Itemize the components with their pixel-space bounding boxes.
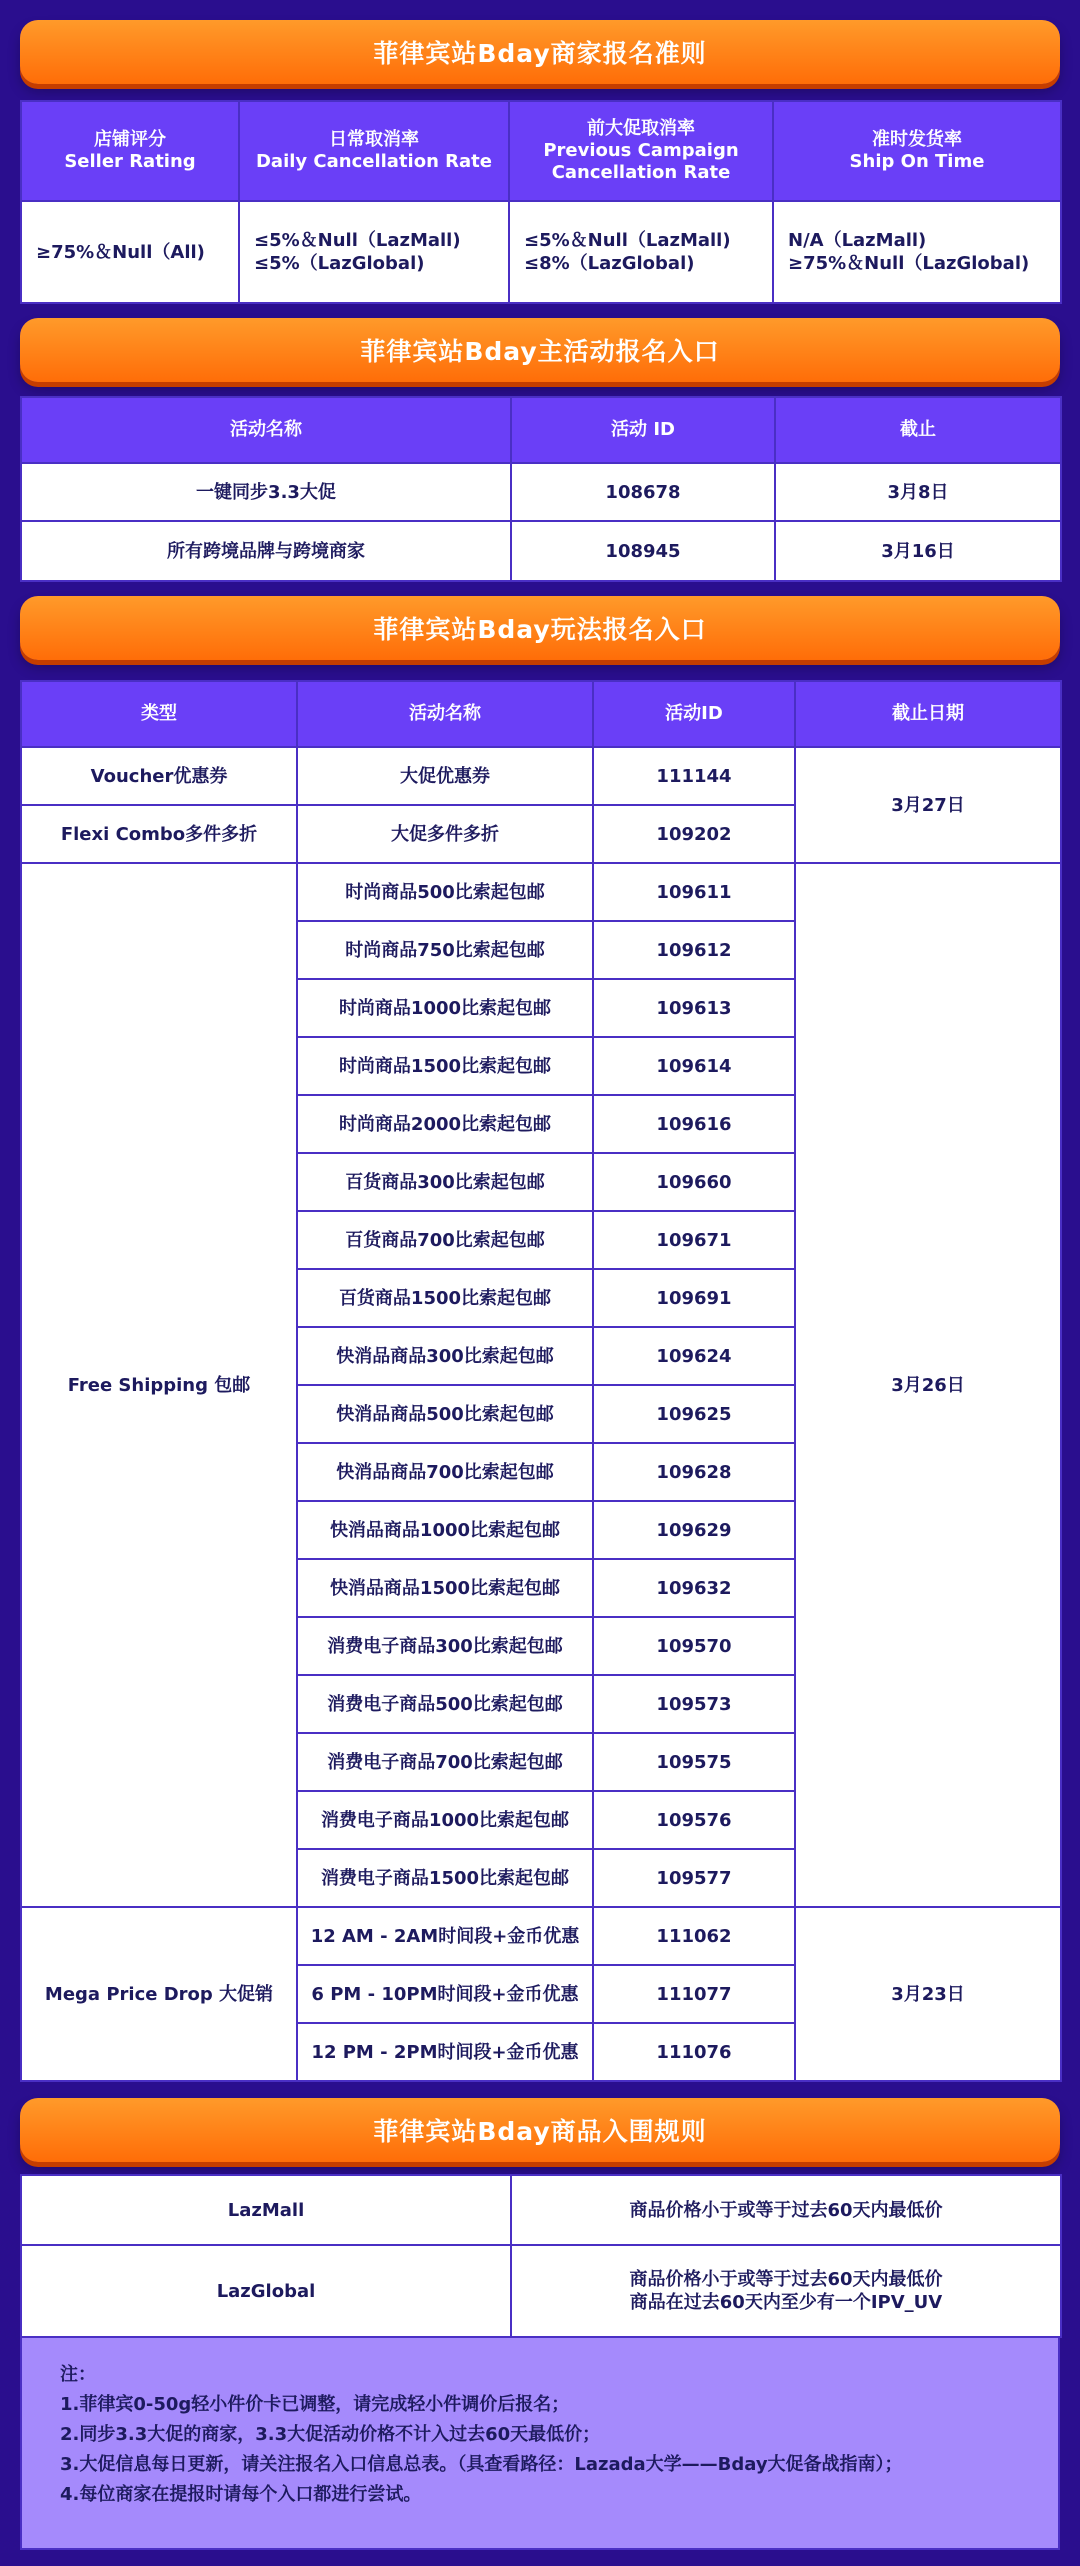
activity-id: 111144 (593, 747, 795, 805)
section-title-main-campaign: 菲律宾站Bday主活动报名入口 (20, 318, 1060, 382)
activity-id: 109614 (593, 1037, 795, 1095)
header-line: Previous Campaign (543, 140, 739, 161)
activity-id: 109575 (593, 1733, 795, 1791)
activity-id: 111077 (593, 1965, 795, 2023)
table-row (21, 747, 1061, 805)
main-campaign-header-row (21, 397, 1061, 463)
activity-type: Voucher优惠券 (21, 747, 297, 805)
seller-rules-header-row (21, 101, 1061, 201)
activity-id: 111076 (593, 2023, 795, 2081)
gameplay-table (20, 680, 1062, 2082)
activity-name: 时尚商品2000比索起包邮 (297, 1095, 593, 1153)
seller-rules-value-row (21, 201, 1061, 303)
activity-name: 百货商品700比索起包邮 (297, 1211, 593, 1269)
activity-deadline: 3月26日 (795, 863, 1061, 1907)
header-line: Daily Cancellation Rate (255, 151, 492, 172)
activity-name: 时尚商品1500比索起包邮 (297, 1037, 593, 1095)
activity-name: 快消品商品500比索起包邮 (297, 1385, 593, 1443)
product-rule-value (511, 2175, 1061, 2245)
activity-name: 时尚商品750比索起包邮 (297, 921, 593, 979)
campaign-name: 一键同步3.3大促 (21, 463, 511, 521)
value-line: ≤5%（LazGlobal) (254, 253, 425, 274)
activity-name: 时尚商品500比索起包邮 (297, 863, 593, 921)
activity-name: 时尚商品1000比索起包邮 (297, 979, 593, 1037)
header-line: 前大促取消率 (587, 118, 695, 139)
activity-id: 109629 (593, 1501, 795, 1559)
note-line: 3.大促信息每日更新，请关注报名入口信息总表。（具查看路径：Lazada大学——Bday大促备战指南）； (60, 2454, 903, 2475)
activity-id: 109611 (593, 863, 795, 921)
product-rule-value (511, 2245, 1061, 2337)
activity-type: Free Shipping 包邮 (21, 863, 297, 1907)
activity-id: 109625 (593, 1385, 795, 1443)
activity-name: 消费电子商品1000比索起包邮 (297, 1791, 593, 1849)
table-row (21, 463, 1061, 521)
campaign-name: 所有跨境品牌与跨境商家 (21, 521, 511, 581)
activity-id: 109202 (593, 805, 795, 863)
section-title-seller-rules: 菲律宾站Bday商家报名准则 (20, 20, 1060, 84)
activity-id: 109616 (593, 1095, 795, 1153)
activity-id: 109612 (593, 921, 795, 979)
value-daily-cancellation-rate (239, 201, 509, 303)
header-line: Cancellation Rate (551, 162, 731, 183)
activity-id: 109576 (593, 1791, 795, 1849)
activity-id: 111062 (593, 1907, 795, 1965)
product-rule-label: LazGlobal (21, 2245, 511, 2337)
activity-id: 109660 (593, 1153, 795, 1211)
activity-name: 12 PM - 2PM时间段+金币优惠 (297, 2023, 593, 2081)
activity-name: 快消品商品700比索起包邮 (297, 1443, 593, 1501)
rule-line: 商品价格小于或等于过去60天内最低价 (629, 2269, 943, 2290)
activity-name: 消费电子商品300比索起包邮 (297, 1617, 593, 1675)
header-campaign-name: 活动名称 (21, 397, 511, 463)
activity-name: 百货商品1500比索起包邮 (297, 1269, 593, 1327)
campaign-id: 108678 (511, 463, 775, 521)
header-activity-name: 活动名称 (297, 681, 593, 747)
header-deadline: 截止 (775, 397, 1061, 463)
campaign-deadline: 3月16日 (775, 521, 1061, 581)
value-line: ≤5%＆Null（LazMall) (254, 230, 461, 251)
notes-box (20, 2336, 1060, 2550)
value-line: ≥75%＆Null（LazGlobal) (788, 253, 1030, 274)
header-line: 日常取消率 (329, 129, 419, 150)
note-line: 4.每位商家在提报时请每个入口都进行尝试。 (60, 2484, 422, 2505)
activity-deadline: 3月27日 (795, 747, 1061, 863)
header-deadline-date: 截止日期 (795, 681, 1061, 747)
header-line: 店铺评分 (94, 129, 166, 150)
activity-name: 大促多件多折 (297, 805, 593, 863)
main-campaign-table (20, 396, 1062, 582)
value-previous-campaign-cancellation-rate (509, 201, 773, 303)
activity-id: 109671 (593, 1211, 795, 1269)
activity-id: 109577 (593, 1849, 795, 1907)
gameplay-header-row (21, 681, 1061, 747)
value-line: ≤8%（LazGlobal) (524, 253, 695, 274)
activity-id: 109570 (593, 1617, 795, 1675)
value-seller-rating (21, 201, 239, 303)
campaign-deadline: 3月8日 (775, 463, 1061, 521)
notes-heading: 注： (60, 2364, 96, 2385)
value-line: N/A（LazMall) (788, 230, 927, 251)
table-row (21, 863, 1061, 921)
activity-name: 大促优惠券 (297, 747, 593, 805)
header-previous-campaign-cancellation-rate (509, 101, 773, 201)
table-row (21, 1907, 1061, 1965)
product-rules-table (20, 2174, 1062, 2338)
header-seller-rating (21, 101, 239, 201)
rule-line: 商品价格小于或等于过去60天内最低价 (629, 2199, 943, 2221)
header-activity-id: 活动ID (593, 681, 795, 747)
activity-name: 快消品商品300比索起包邮 (297, 1327, 593, 1385)
activity-name: 快消品商品1500比索起包邮 (297, 1559, 593, 1617)
activity-id: 109624 (593, 1327, 795, 1385)
campaign-id: 108945 (511, 521, 775, 581)
activity-name: 消费电子商品1500比索起包邮 (297, 1849, 593, 1907)
activity-deadline: 3月23日 (795, 1907, 1061, 2081)
activity-type: Mega Price Drop 大促销 (21, 1907, 297, 2081)
header-line: Seller Rating (64, 151, 196, 172)
activity-id: 109613 (593, 979, 795, 1037)
header-daily-cancellation-rate (239, 101, 509, 201)
table-row (21, 2175, 1061, 2245)
activity-id: 109573 (593, 1675, 795, 1733)
value-line: ≥75%＆Null（All) (36, 241, 205, 263)
activity-id: 109628 (593, 1443, 795, 1501)
activity-name: 消费电子商品700比索起包邮 (297, 1733, 593, 1791)
activity-name: 6 PM - 10PM时间段+金币优惠 (297, 1965, 593, 2023)
activity-name: 12 AM - 2AM时间段+金币优惠 (297, 1907, 593, 1965)
seller-rules-table (20, 100, 1062, 304)
activity-id: 109632 (593, 1559, 795, 1617)
note-line: 1.菲律宾0-50g轻小件价卡已调整，请完成轻小件调价后报名； (60, 2394, 570, 2415)
activity-name: 百货商品300比索起包邮 (297, 1153, 593, 1211)
value-line: ≤5%＆Null（LazMall) (524, 230, 731, 251)
header-line: 准时发货率 (872, 129, 962, 150)
activity-name: 快消品商品1000比索起包邮 (297, 1501, 593, 1559)
activity-id: 109691 (593, 1269, 795, 1327)
header-line: Ship On Time (849, 151, 985, 172)
header-ship-on-time (773, 101, 1061, 201)
value-ship-on-time (773, 201, 1061, 303)
section-title-gameplay: 菲律宾站Bday玩法报名入口 (20, 596, 1060, 660)
section-title-product-rules: 菲律宾站Bday商品入围规则 (20, 2098, 1060, 2162)
product-rule-label: LazMall (21, 2175, 511, 2245)
rule-line: 商品在过去60天内至少有一个IPV_UV (629, 2292, 943, 2313)
header-campaign-id: 活动 ID (511, 397, 775, 463)
table-row (21, 521, 1061, 581)
activity-type: Flexi Combo多件多折 (21, 805, 297, 863)
table-row (21, 2245, 1061, 2337)
header-type: 类型 (21, 681, 297, 747)
activity-name: 消费电子商品500比索起包邮 (297, 1675, 593, 1733)
note-line: 2.同步3.3大促的商家，3.3大促活动价格不计入过去60天最低价； (60, 2424, 601, 2445)
